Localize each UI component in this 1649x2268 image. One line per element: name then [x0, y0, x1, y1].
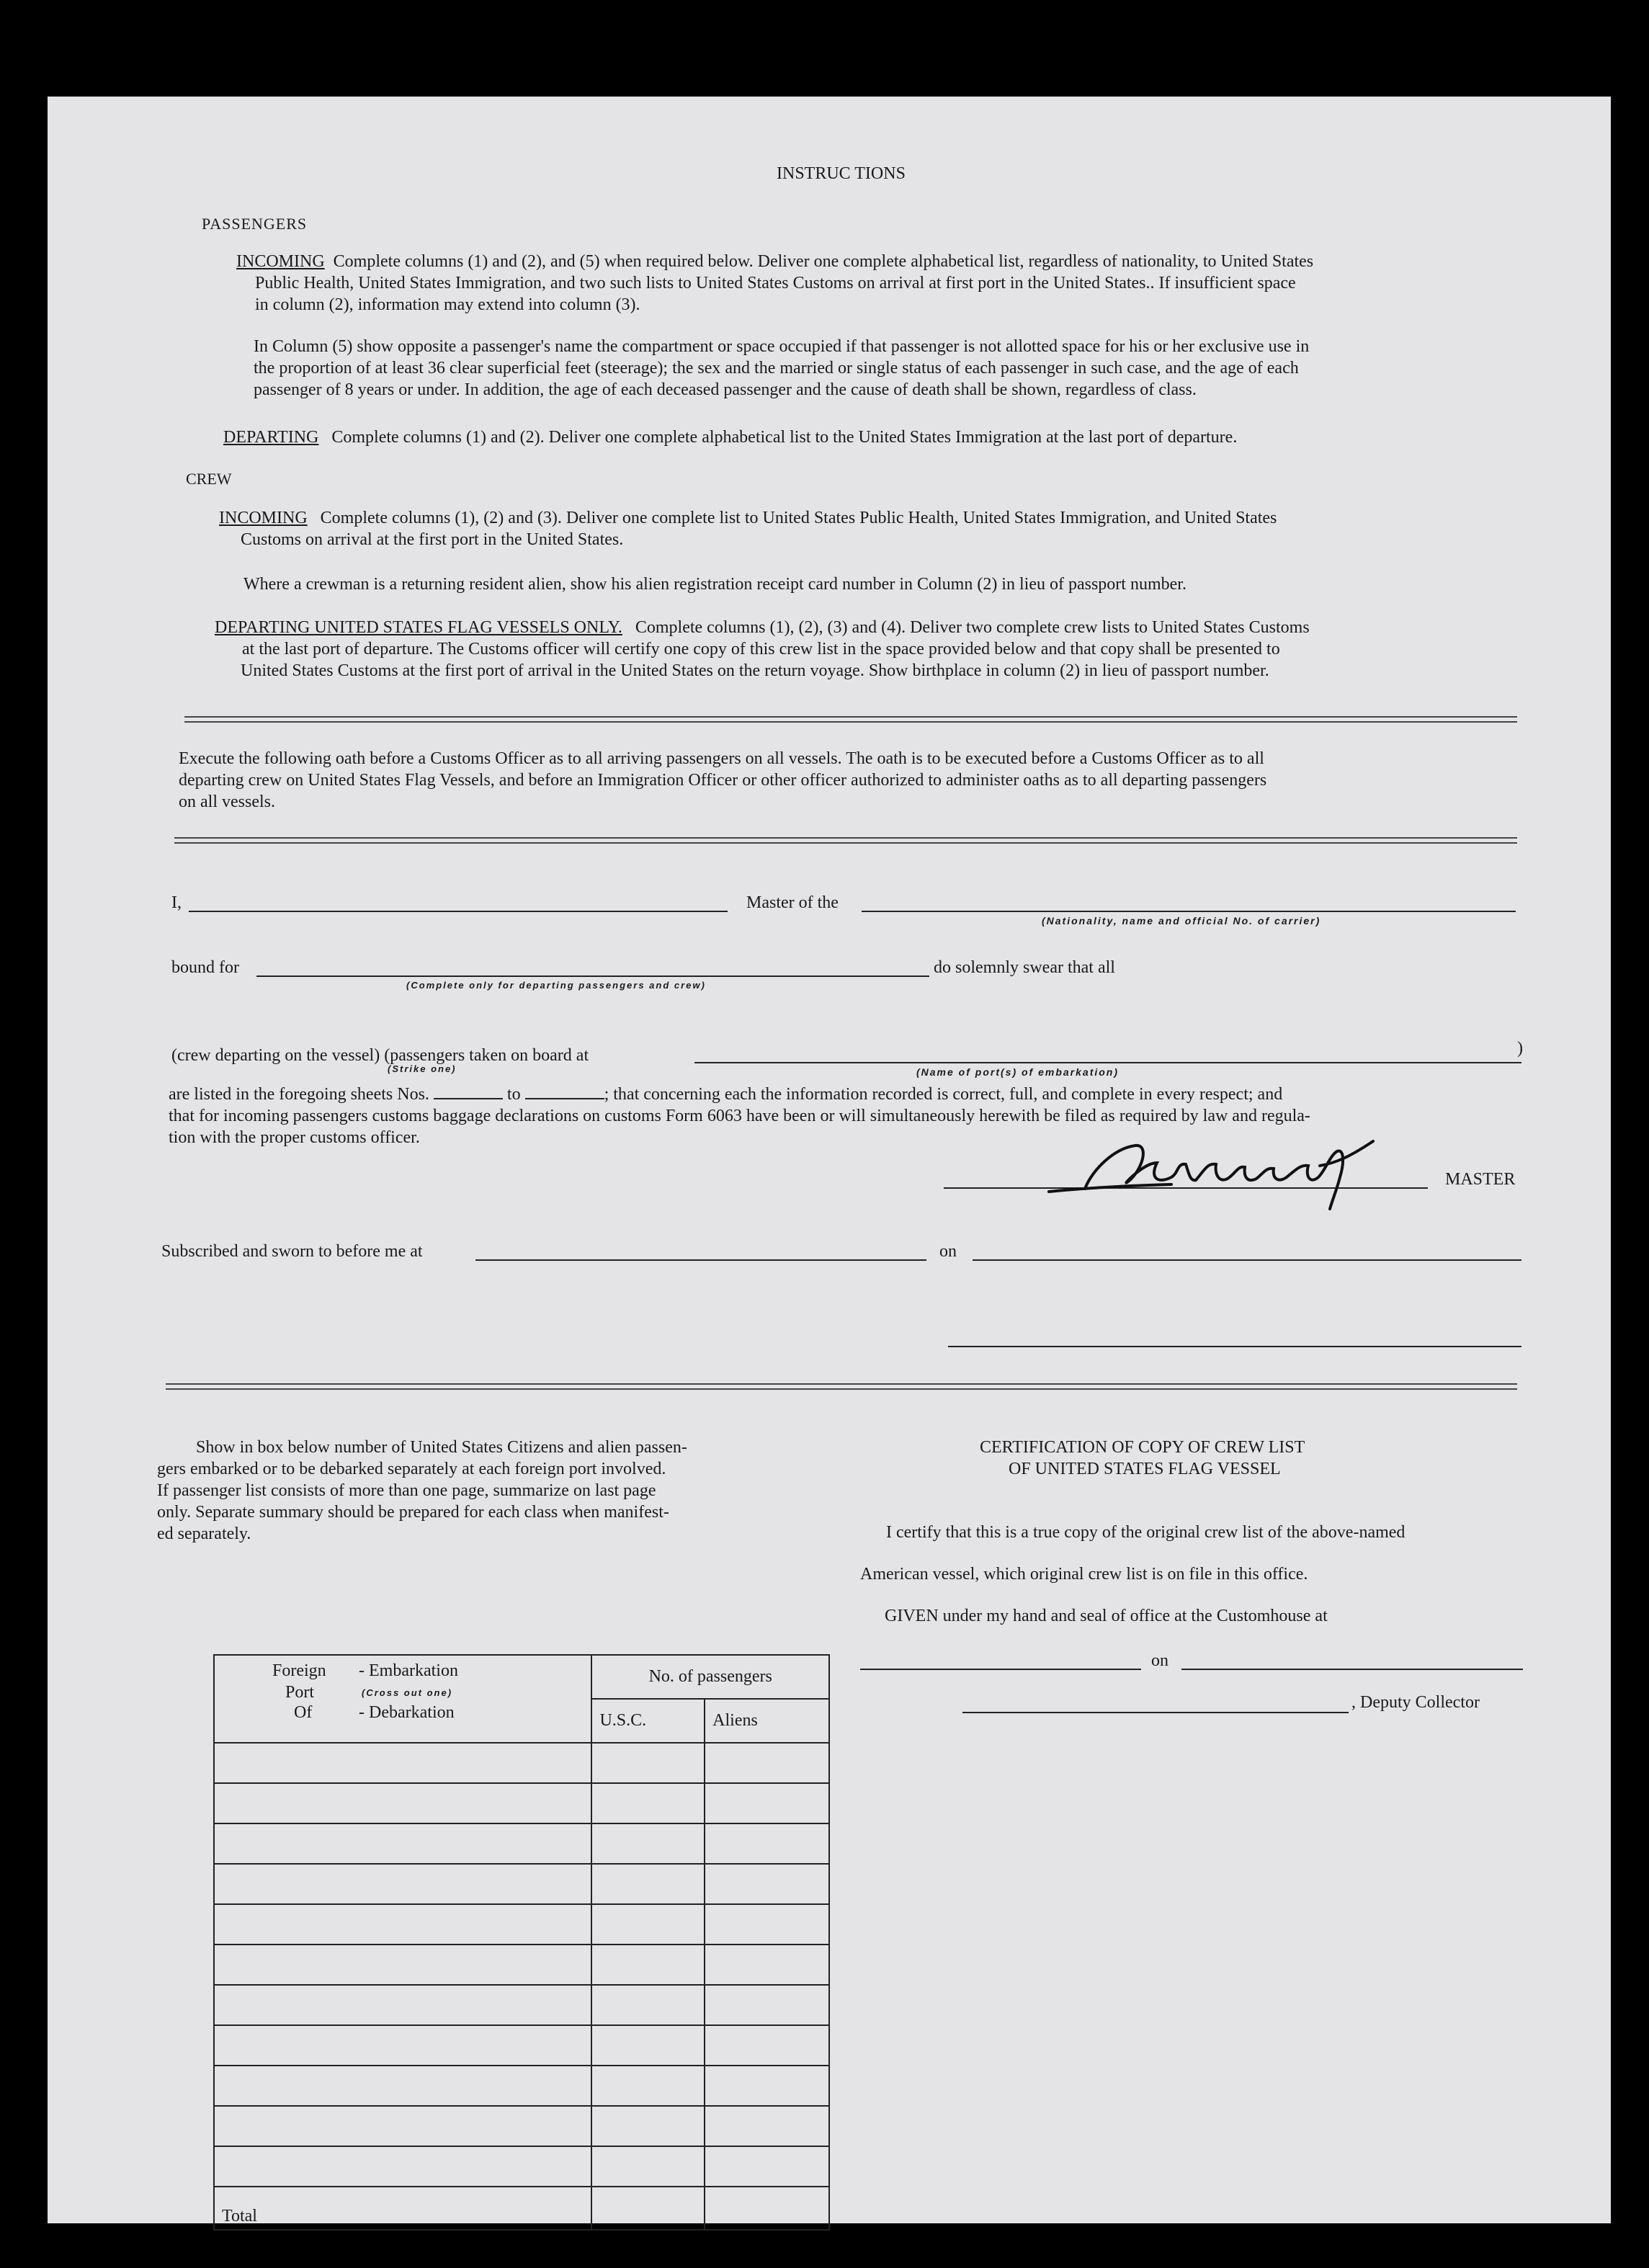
- incoming-instruction-line-1: [236, 251, 1313, 272]
- nationality-caption: (Nationality, name and official No. of carrier): [1042, 915, 1321, 927]
- listed-text-a: are listed in the foregoing sheets Nos.: [169, 1085, 429, 1104]
- us-flag-label: DEPARTING UNITED STATES FLAG VESSELS ONLY.: [215, 618, 622, 637]
- aliens-cell[interactable]: [705, 2025, 829, 2066]
- port-cell[interactable]: [214, 1783, 591, 1823]
- departing-label: DEPARTING: [223, 428, 319, 447]
- summary-intro-line-3: If passenger list consists of more than one page, summarize on last page: [157, 1481, 656, 1500]
- sworn-date-field[interactable]: [973, 1259, 1521, 1261]
- summary-intro-line-1: Show in box below number of United States Citizens and alien passen-: [196, 1438, 687, 1457]
- certification-date-field[interactable]: [1181, 1669, 1523, 1670]
- usc-cell[interactable]: [591, 2025, 705, 2066]
- us-flag-line-2: at the last port of departure. The Customs officer will certify one copy of this crew list in the space provided below and that copy shall be presented to: [242, 640, 1280, 658]
- aliens-cell[interactable]: [705, 1985, 829, 2025]
- col-port: Port: [285, 1683, 315, 1702]
- sworn-on-label: on: [939, 1242, 957, 1261]
- given-text: GIVEN under my hand and seal of office at the Customhouse at: [885, 1607, 1328, 1625]
- table-header-row: [214, 1655, 829, 1699]
- usc-cell[interactable]: [591, 1864, 705, 1904]
- departing-instruction: [223, 427, 1237, 448]
- listed-text-c: ; that concerning each the information recorded is correct, full, and complete in every respect; and: [604, 1085, 1283, 1104]
- strike-one-caption: (Strike one): [388, 1063, 457, 1074]
- aliens-cell[interactable]: [705, 2146, 829, 2187]
- aliens-cell[interactable]: [705, 2066, 829, 2106]
- port-header-cell: [214, 1655, 591, 1743]
- aliens-cell[interactable]: [705, 2106, 829, 2146]
- port-cell[interactable]: [214, 1904, 591, 1945]
- table-row: [214, 1743, 829, 1783]
- officer-signature-field[interactable]: [948, 1346, 1521, 1347]
- port-cell[interactable]: [214, 1823, 591, 1864]
- incoming-instruction-line-3: in column (2), information may extend into column (3).: [255, 295, 640, 314]
- incoming-label: INCOMING: [236, 252, 325, 271]
- table-row: [214, 1823, 829, 1864]
- certification-on-label: on: [1151, 1651, 1168, 1670]
- table-row: [214, 1985, 829, 2025]
- table-row: [214, 2066, 829, 2106]
- listed-line-2: that for incoming passengers customs baggage declarations on customs Form 6063 have been or will simultaneously herewith be filed as required by law and regula-: [169, 1107, 1310, 1125]
- listed-text-b: to: [506, 1085, 521, 1104]
- sheets-from-field[interactable]: [434, 1098, 503, 1099]
- listed-line-1: [169, 1084, 1282, 1105]
- close-paren: ): [1517, 1039, 1523, 1058]
- table-row: [214, 1864, 829, 1904]
- col-of: Of: [294, 1703, 313, 1722]
- divider: [174, 837, 1517, 844]
- col-foreign: Foreign: [272, 1661, 326, 1680]
- summary-intro-line-5: ed separately.: [157, 1524, 251, 1543]
- bound-for-label: bound for: [171, 958, 239, 977]
- table-row: [214, 2025, 829, 2066]
- no-passengers-header: No. of passengers: [591, 1655, 829, 1699]
- oath-intro-line-3: on all vessels.: [179, 793, 275, 811]
- summary-intro-line-4: only. Separate summary should be prepared for each class when manifest-: [157, 1503, 669, 1522]
- usc-header: U.S.C.: [591, 1699, 705, 1743]
- sworn-location-field[interactable]: [475, 1259, 926, 1261]
- column5-line-1: In Column (5) show opposite a passenger's name the compartment or space occupied if that passenger is not allotted space for his or her exclusive use in: [254, 337, 1310, 356]
- ports-caption: (Name of port(s) of embarkation): [916, 1066, 1120, 1078]
- subscribed-label: Subscribed and sworn to before me at: [161, 1242, 423, 1261]
- total-row: [214, 2187, 829, 2230]
- master-label: MASTER: [1445, 1170, 1516, 1189]
- crewman-note: Where a crewman is a returning resident alien, show his alien registration receipt card number in Column (2) in lieu of passport number.: [243, 575, 1187, 594]
- usc-cell[interactable]: [591, 2146, 705, 2187]
- crew-heading: CREW: [186, 470, 232, 488]
- oath-intro-line-1: Execute the following oath before a Customs Officer as to all arriving passengers on all vessels. The oath is to be executed before a Customs Officer as to all: [179, 749, 1264, 768]
- divider: [184, 716, 1517, 723]
- passengers-heading: PASSENGERS: [202, 215, 308, 233]
- bound-for-field[interactable]: [256, 975, 929, 977]
- aliens-cell[interactable]: [705, 1743, 829, 1783]
- port-cell[interactable]: [214, 1864, 591, 1904]
- customhouse-field[interactable]: [860, 1669, 1141, 1670]
- crew-departing-text: (crew departing on the vessel) (passengers taken on board at: [171, 1046, 589, 1065]
- usc-cell[interactable]: [591, 1743, 705, 1783]
- total-label: Total: [214, 2187, 591, 2230]
- table-row: [214, 1783, 829, 1823]
- incoming-instruction-line-2: Public Health, United States Immigration, and two such lists to United States Customs on arrival at first port in the United States.. If insufficient space: [255, 274, 1296, 293]
- form-page: [48, 97, 1611, 2223]
- col-debarkation: - Debarkation: [359, 1703, 455, 1722]
- port-cell[interactable]: [214, 1743, 591, 1783]
- aliens-cell[interactable]: [705, 1783, 829, 1823]
- usc-cell[interactable]: [591, 1945, 705, 1985]
- usc-cell[interactable]: [591, 2106, 705, 2146]
- port-cell[interactable]: [214, 1945, 591, 1985]
- listed-line-3: tion with the proper customs officer.: [169, 1128, 420, 1147]
- usc-cell[interactable]: [591, 1783, 705, 1823]
- summary-intro-line-2: gers embarked or to be debarked separately at each foreign port involved.: [157, 1460, 666, 1478]
- oath-i-label: I,: [171, 893, 182, 912]
- cross-out-caption: (Cross out one): [362, 1687, 453, 1698]
- aliens-header: Aliens: [705, 1699, 829, 1743]
- port-cell[interactable]: [214, 2066, 591, 2106]
- incoming-text: Complete columns (1) and (2), and (5) when required below. Deliver one complete alphabetical list, regardless of nationality, to United States: [333, 252, 1314, 271]
- us-flag-line-1: [215, 617, 1310, 638]
- aliens-cell[interactable]: [705, 1864, 829, 1904]
- handwritten-signature: [1034, 1120, 1395, 1213]
- port-cell[interactable]: [214, 2106, 591, 2146]
- usc-cell[interactable]: [591, 2066, 705, 2106]
- oath-name-field[interactable]: [189, 911, 728, 912]
- master-of-the-label: Master of the: [746, 893, 839, 912]
- carrier-field[interactable]: [862, 911, 1516, 912]
- solemnly-swear-text: do solemnly swear that all: [934, 958, 1115, 977]
- embarkation-ports-field[interactable]: [694, 1062, 1521, 1063]
- table-row: [214, 1904, 829, 1945]
- us-flag-text: Complete columns (1), (2), (3) and (4). Deliver two complete crew lists to United States Customs: [635, 618, 1310, 637]
- crew-incoming-line-2: Customs on arrival at the first port in the United States.: [241, 530, 624, 549]
- american-vessel-text: American vessel, which original crew list is on file in this office.: [860, 1565, 1308, 1584]
- divider: [166, 1383, 1517, 1390]
- usc-cell[interactable]: [591, 1823, 705, 1864]
- complete-only-caption: (Complete only for departing passengers and crew): [406, 980, 706, 991]
- total-aliens-cell[interactable]: [705, 2187, 829, 2230]
- crew-incoming-text: Complete columns (1), (2) and (3). Deliver one complete list to United States Public Health, United States Immigration, and United States: [320, 509, 1277, 527]
- certification-title-2: OF UNITED STATES FLAG VESSEL: [1009, 1460, 1281, 1478]
- column5-line-3: passenger of 8 years or under. In addition, the age of each deceased passenger and the cause of death shall be shown, regardless of class.: [254, 380, 1197, 399]
- column5-line-2: the proportion of at least 36 clear superficial feet (steerage); the sex and the married or single status of each passenger in such case, and the age of each: [254, 359, 1299, 378]
- usc-cell[interactable]: [591, 1985, 705, 2025]
- total-usc-cell[interactable]: [591, 2187, 705, 2230]
- certify-text: I certify that this is a true copy of the original crew list of the above-named: [886, 1523, 1406, 1542]
- crew-incoming-line-1: [219, 507, 1277, 529]
- table-row: [214, 1945, 829, 1985]
- aliens-cell[interactable]: [705, 1904, 829, 1945]
- page-title: INSTRUC TIONS: [777, 164, 906, 183]
- passenger-summary-table: [213, 1654, 830, 2231]
- port-cell[interactable]: [214, 1985, 591, 2025]
- usc-cell[interactable]: [591, 1904, 705, 1945]
- sheets-to-field[interactable]: [525, 1098, 604, 1099]
- table-row: [214, 2146, 829, 2187]
- table-row: [214, 2106, 829, 2146]
- deputy-collector-label: , Deputy Collector: [1351, 1693, 1480, 1712]
- departing-text: Complete columns (1) and (2). Deliver one complete alphabetical list to the United States Immigration at the last port of departure.: [331, 428, 1238, 447]
- oath-intro-line-2: departing crew on United States Flag Vessels, and before an Immigration Officer or other officer authorized to administer oaths as to all departing passengers: [179, 771, 1267, 790]
- port-cell[interactable]: [214, 2146, 591, 2187]
- crew-incoming-label: INCOMING: [219, 509, 308, 527]
- certification-title-1: CERTIFICATION OF COPY OF CREW LIST: [980, 1438, 1305, 1457]
- aliens-cell[interactable]: [705, 1823, 829, 1864]
- col-embarkation: - Embarkation: [359, 1661, 458, 1680]
- aliens-cell[interactable]: [705, 1945, 829, 1985]
- us-flag-line-3: United States Customs at the first port of arrival in the United States on the return voyage. Show birthplace in column (2) in lieu of passport number.: [241, 661, 1269, 680]
- deputy-collector-signature-field[interactable]: [962, 1712, 1349, 1713]
- port-cell[interactable]: [214, 2025, 591, 2066]
